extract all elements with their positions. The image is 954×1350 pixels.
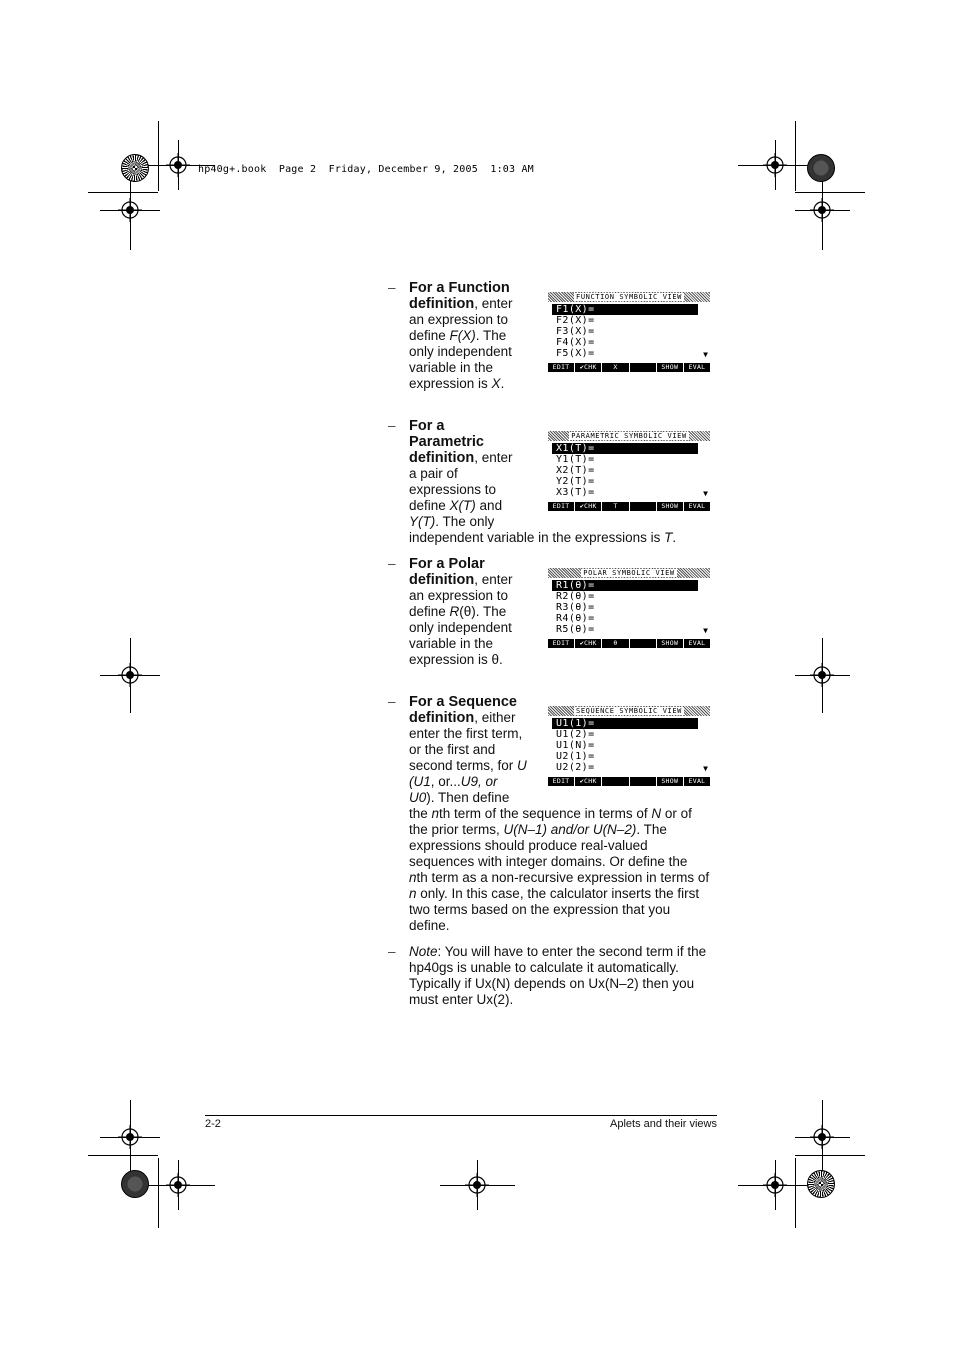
screen-title: POLAR SYMBOLIC VIEW <box>548 568 710 578</box>
text-line: or the first and <box>409 742 496 757</box>
text-line: define. <box>409 918 450 933</box>
soft-key: EDIT <box>548 502 574 511</box>
screen-row: X1(T)= <box>552 443 698 454</box>
text-line: definition, either <box>409 710 516 726</box>
scroll-down-icon: ▼ <box>703 626 708 635</box>
screen-row: R3(θ)= <box>556 602 595 613</box>
scroll-down-icon: ▼ <box>703 764 708 773</box>
screen-row: F3(X)= <box>556 326 595 337</box>
text-line: (U1, or...U9, or <box>409 774 498 789</box>
soft-key: ✔CHK <box>575 363 601 372</box>
function-symbolic-view-screen <box>548 292 710 372</box>
screen-row: R2(θ)= <box>556 591 595 602</box>
soft-key <box>630 363 656 372</box>
text-line: For a Polar <box>409 556 485 572</box>
item-text <box>409 280 529 392</box>
bullet-dash: – <box>388 280 396 295</box>
soft-key: T <box>602 502 628 511</box>
screen-row: Y2(T)= <box>556 476 595 487</box>
text-line: second terms, for U <box>409 758 527 773</box>
crosshair-icon <box>763 1173 787 1197</box>
page-number: 2-2 <box>205 1118 221 1130</box>
bullet-dash: – <box>388 944 396 959</box>
note-item <box>388 944 718 1010</box>
soft-menu <box>548 363 710 372</box>
text-line: two terms based on the expression that you <box>409 902 671 917</box>
registration-disc-icon <box>807 154 835 182</box>
soft-key <box>630 777 656 786</box>
screen-row: U1(2)= <box>556 729 595 740</box>
crosshair-icon <box>118 1125 142 1149</box>
screen-row: X3(T)= <box>556 487 595 498</box>
soft-key: EVAL <box>684 777 710 786</box>
text-line: an expression to <box>409 588 509 603</box>
text-line: nth term as a non-recursive expression in terms of <box>409 870 710 885</box>
footer-rule <box>205 1115 717 1116</box>
text-line: hp40gs is unable to calculate it automatically. <box>409 960 679 975</box>
text-line: expressions should produce real-valued <box>409 838 648 853</box>
text-line: For a Function <box>409 280 510 296</box>
soft-key <box>630 502 656 511</box>
polar-symbolic-view-screen <box>548 568 710 648</box>
screen-row: X2(T)= <box>556 465 595 476</box>
text-line: expressions to <box>409 482 497 497</box>
text-line: For a <box>409 418 445 434</box>
item-text <box>409 556 529 668</box>
soft-key <box>630 639 656 648</box>
scroll-down-icon: ▼ <box>703 350 708 359</box>
crosshair-icon <box>810 198 834 222</box>
text-line: definition, enter <box>409 572 513 588</box>
text-line: expression is X. <box>409 376 505 391</box>
text-line: Parametric <box>409 434 484 450</box>
text-line: Typically if Ux(N) depends on Ux(N–2) then you <box>409 976 695 991</box>
crosshair-icon <box>118 198 142 222</box>
soft-key: ✔CHK <box>575 777 601 786</box>
parametric-symbolic-view-screen <box>548 431 710 511</box>
bullet-dash: – <box>388 694 396 709</box>
soft-menu <box>548 502 710 511</box>
soft-key: ✔CHK <box>575 502 601 511</box>
text-line: only independent <box>409 344 512 359</box>
crosshair-icon <box>810 663 834 687</box>
running-footer-title: Aplets and their views <box>610 1118 717 1130</box>
text-line: Y(T). The only <box>409 514 495 529</box>
soft-key: θ <box>602 639 628 648</box>
crosshair-icon <box>166 153 190 177</box>
text-line: must enter Ux(2). <box>409 992 514 1007</box>
text-line: definition, enter <box>409 296 513 312</box>
sequence-symbolic-view-screen <box>548 706 710 786</box>
registration-disc-icon <box>121 1170 149 1198</box>
text-line: For a Sequence <box>409 694 517 710</box>
soft-key: EVAL <box>684 639 710 648</box>
soft-menu <box>548 777 710 786</box>
screen-row: F1(X)= <box>552 304 698 315</box>
bullet-dash: – <box>388 418 396 433</box>
text-line: enter the first term, <box>409 726 523 741</box>
text-line: expression is θ. <box>409 652 503 667</box>
screen-row: F2(X)= <box>556 315 595 326</box>
text-line: only independent <box>409 620 512 635</box>
soft-key: EDIT <box>548 777 574 786</box>
soft-key <box>602 777 628 786</box>
soft-key: X <box>602 363 628 372</box>
soft-key: EDIT <box>548 639 574 648</box>
soft-key: EVAL <box>684 502 710 511</box>
soft-key: SHOW <box>657 639 683 648</box>
registration-starburst-icon <box>121 154 149 182</box>
text-line: independent variable in the expressions is T. <box>409 530 677 545</box>
soft-menu <box>548 639 710 648</box>
soft-key: SHOW <box>657 363 683 372</box>
text-line: variable in the <box>409 636 494 651</box>
text-line: n only. In this case, the calculator inserts the first <box>409 886 700 901</box>
soft-key: EDIT <box>548 363 574 372</box>
soft-key: ✔CHK <box>575 639 601 648</box>
soft-key: EVAL <box>684 363 710 372</box>
item-text <box>409 944 729 1008</box>
scroll-down-icon: ▼ <box>703 489 708 498</box>
screen-title: FUNCTION SYMBOLIC VIEW <box>548 292 710 302</box>
screen-row: F5(X)= <box>556 348 595 359</box>
text-line: define X(T) and <box>409 498 503 513</box>
registration-starburst-icon <box>807 1170 835 1198</box>
screen-row: U1(1)= <box>552 718 698 729</box>
text-line: the nth term of the sequence in terms of N or of <box>409 806 692 821</box>
text-line: definition, enter <box>409 450 513 466</box>
crosshair-icon <box>118 663 142 687</box>
text-line: Note: You will have to enter the second term if the <box>409 944 707 959</box>
text-line: a pair of <box>409 466 458 481</box>
text-line: define F(X). The <box>409 328 507 343</box>
screen-row: F4(X)= <box>556 337 595 348</box>
soft-key: SHOW <box>657 502 683 511</box>
text-line: an expression to <box>409 312 509 327</box>
screen-row: R1(θ)= <box>552 580 698 591</box>
text-line: the prior terms, U(N–1) and/or U(N–2). The <box>409 822 667 837</box>
screen-title: SEQUENCE SYMBOLIC VIEW <box>548 706 710 716</box>
crosshair-icon <box>465 1173 489 1197</box>
crosshair-icon <box>810 1125 834 1149</box>
soft-key: SHOW <box>657 777 683 786</box>
screen-row: U2(2)= <box>556 762 595 773</box>
screen-row: R4(θ)= <box>556 613 595 624</box>
bullet-dash: – <box>388 556 396 571</box>
crosshair-icon <box>763 153 787 177</box>
screen-row: U2(1)= <box>556 751 595 762</box>
screen-row: R5(θ)= <box>556 624 595 635</box>
text-line: U0). Then define <box>409 790 510 805</box>
text-line: variable in the <box>409 360 494 375</box>
book-slug: hp40g+.book Page 2 Friday, December 9, 2005 1:03 AM <box>198 164 534 175</box>
screen-row: Y1(T)= <box>556 454 595 465</box>
screen-row: U1(N)= <box>556 740 595 751</box>
text-line: define R(θ). The <box>409 604 507 619</box>
screen-title: PARAMETRIC SYMBOLIC VIEW <box>548 431 710 441</box>
crosshair-icon <box>166 1173 190 1197</box>
text-line: sequences with integer domains. Or define the <box>409 854 688 869</box>
